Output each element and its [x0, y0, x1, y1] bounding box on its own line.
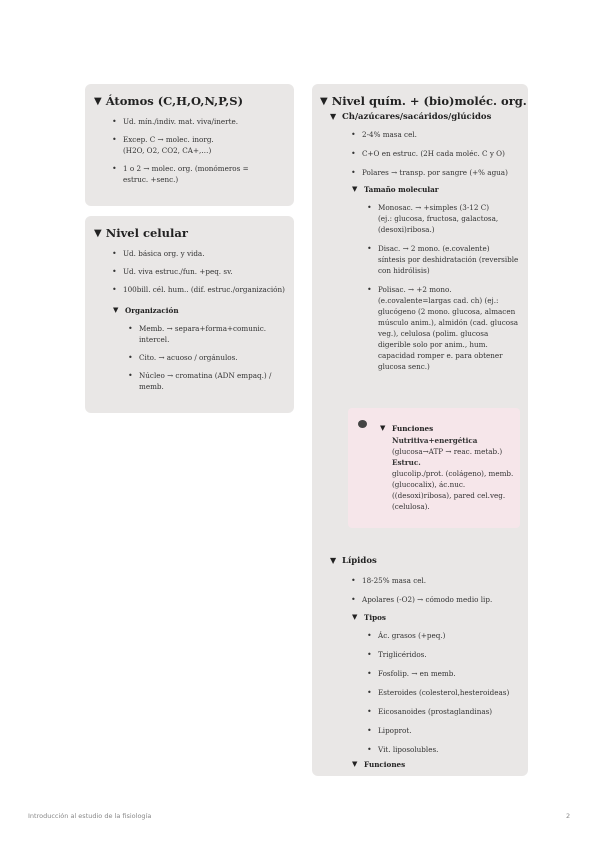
card-nivel-quimico — [312, 84, 528, 776]
organizacion-heading: ▼ Organización — [113, 306, 179, 315]
card-nivel-celular — [85, 216, 294, 413]
list-item-cont: (desoxi)ribosa.) — [378, 225, 435, 234]
list-item: • Polisac. → +2 mono. — [367, 285, 452, 294]
list-item: • Vit. liposolubles. — [367, 745, 439, 754]
note-line: Estruc. — [392, 458, 421, 467]
list-item-cont: (e.covalente=largas cad. ch) (ej.: — [378, 296, 499, 305]
funciones-heading: ▼ Funciones — [380, 424, 434, 433]
triangle-down-icon: ▼ — [94, 227, 102, 239]
comment-icon — [358, 420, 367, 428]
page-number: 2 — [566, 812, 571, 820]
lipidos-heading: ▼ Lípidos — [330, 556, 377, 566]
triangle-down-icon: ▼ — [380, 424, 386, 432]
title-text: Átomos (C,H,O,N,P,S) — [105, 94, 244, 108]
carbohidratos-heading: ▼ Ch/azúcares/sacáridos/glúcidos — [330, 112, 492, 122]
footer-title: Introducción al estudio de la fisiología — [28, 812, 152, 820]
tipos-heading: ▼ Tipos — [352, 613, 386, 622]
triangle-down-icon: ▼ — [94, 95, 102, 107]
list-item-cont: (ej.: glucosa, fructosa, galactosa, — [378, 214, 499, 223]
list-item-cont: glucógeno (2 mono. glucosa, almacen — [378, 307, 516, 316]
note-line: (glucosa→ATP → reac. metab.) — [392, 447, 503, 456]
triangle-down-icon: ▼ — [352, 185, 358, 193]
list-item-cont: (H2O, O2, CO2, CA+,…) — [123, 146, 212, 155]
title-text: Nivel celular — [105, 226, 188, 240]
list-item-cont: digerible solo por anim., hum. — [378, 340, 488, 349]
triangle-down-icon: ▼ — [113, 306, 119, 314]
list-item: • Memb. → separa+forma+comunic. — [128, 324, 267, 333]
note-line: glucolip./prot. (colágeno), memb. — [392, 469, 514, 478]
card-nivel-celular-title — [94, 226, 188, 240]
list-item-cont: glucosa senc.) — [378, 362, 430, 371]
list-item: • Excep. C → molec. inorg. — [112, 135, 214, 144]
list-item: • Monosac. → +simples (3-12 C) — [367, 203, 490, 212]
list-item-cont: veg.), celulosa (polim. glucosa — [378, 329, 489, 338]
list-item: • 1 o 2 → molec. org. (monómeros = — [112, 164, 249, 173]
list-item: • Ud. mín./indiv. mat. viva/inerte. — [112, 117, 239, 126]
tamano-heading: ▼ Tamaño molecular — [352, 185, 439, 194]
triangle-down-icon: ▼ — [352, 760, 358, 768]
list-item: • Lipoprot. — [367, 726, 412, 735]
list-item: • 18-25% masa cel. — [351, 576, 427, 585]
list-item-cont: memb. — [139, 382, 164, 391]
list-item: • Ud. viva estruc./fun. +peq. sv. — [112, 267, 233, 276]
list-item: • Esteroides (colesterol,hesteroideas) — [367, 688, 510, 697]
list-item-cont: con hidrólisis) — [378, 266, 430, 275]
note-line: (glucocalix), ác.nuc. — [392, 480, 466, 489]
list-item: • Fosfolip. → en memb. — [367, 669, 456, 678]
list-item: • Ud. básica org. y vida. — [112, 249, 205, 258]
funciones-note — [348, 408, 520, 528]
list-item-cont: músculo anim.), almidón (cad. glucosa — [378, 318, 519, 327]
list-item: • C+O en estruc. (2H cada moléc. C y O) — [351, 149, 505, 158]
list-item: • 100bill. cél. hum.. (dif. estruc./organización) — [112, 285, 285, 294]
list-item: • Apolares (-O2) → cómodo medio lip. — [351, 595, 493, 604]
card-atomos-title — [94, 94, 243, 108]
list-item-cont: capacidad romper e. para obtener — [378, 351, 503, 360]
note-line: ((desoxi)ribosa), pared cel.veg. — [392, 491, 506, 500]
list-item: • Triglicéridos. — [367, 650, 427, 659]
card-atomos — [85, 84, 294, 206]
triangle-down-icon: ▼ — [330, 112, 337, 121]
note-line: (celulosa). — [392, 502, 430, 511]
triangle-down-icon: ▼ — [330, 556, 337, 565]
list-item: • Disac. → 2 mono. (e.covalente) — [367, 244, 490, 253]
list-item: • Núcleo → cromatina (ADN empaq.) / — [128, 371, 272, 380]
note-line: Nutritiva+energética — [392, 436, 478, 445]
list-item: • 2-4% masa cel. — [351, 130, 417, 139]
title-text: Nivel quím. + (bio)moléc. org. — [331, 94, 527, 108]
list-item: • Ác. grasos (+peq.) — [367, 631, 446, 640]
list-item-cont: síntesis por deshidratación (reversible — [378, 255, 519, 264]
list-item-cont: intercel. — [139, 335, 170, 344]
card-nivel-quimico-title — [320, 94, 527, 108]
triangle-down-icon: ▼ — [320, 95, 328, 107]
list-item-cont: estruc. +senc.) — [123, 175, 179, 184]
list-item: • Cito. → acuoso / orgánulos. — [128, 353, 238, 362]
list-item: • Eicosanoides (prostaglandinas) — [367, 707, 493, 716]
triangle-down-icon: ▼ — [352, 613, 358, 621]
list-item: • Polares → transp. por sangre (+% agua) — [351, 168, 508, 177]
funciones-lipidos-heading: ▼ Funciones — [352, 760, 406, 769]
